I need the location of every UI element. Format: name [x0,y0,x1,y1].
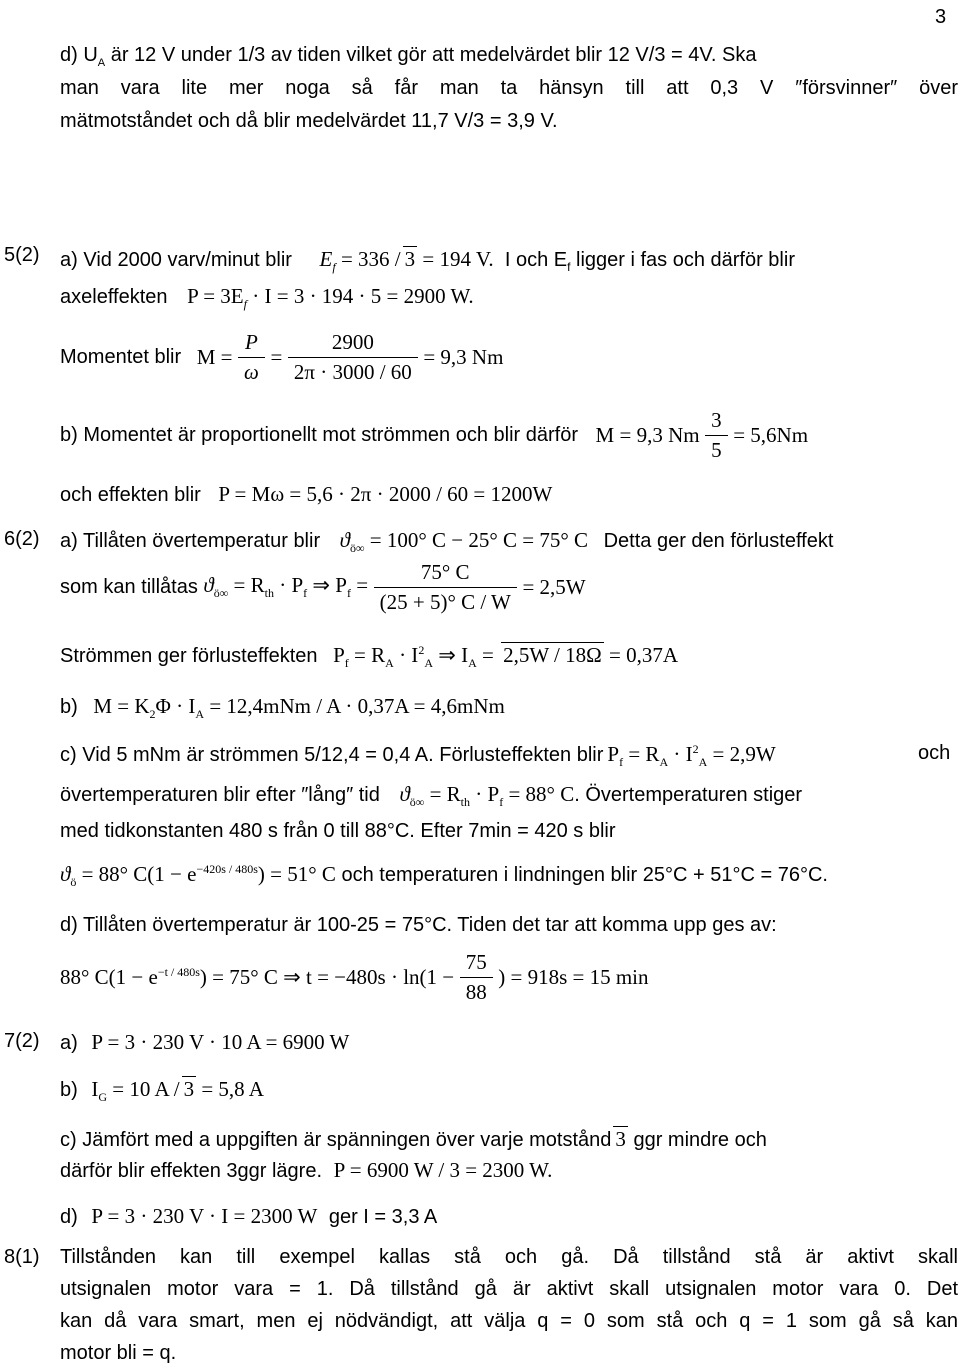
page-number: 3 [935,6,947,28]
q5-b2-math: P = Mω = 5,6 · 2π · 2000 / 60 = 1200W [218,482,553,506]
q5-axel-sub: f [243,297,247,312]
q6-c-ia: · I [668,742,693,766]
q6-d-line: d) Tillåten övertemperatur är 100-25 = 75°C. Tiden det tar att komma upp ges av: [60,914,777,936]
q6-b-line [60,694,505,722]
q5-a-line-2 [60,284,474,312]
q6-str-ia-sup: 2 [418,643,425,657]
q6-c-line-2 [60,782,802,810]
q7-d-text: ger I = 3,3 A [328,1206,438,1228]
q6-c4-result: ) = 51° C [257,862,336,886]
q6-c-text-3: . Övertemperaturen stiger [574,784,803,806]
q6-c-och: och [918,742,951,764]
q6-d-math-line [60,950,649,1005]
q7-c-sqrt: 3 [615,1127,626,1151]
q6-d-result: ) = 918s = 15 min [498,965,649,989]
q5-a-text: a) Vid 2000 varv/minut blir [60,249,292,271]
q6-d-frac [460,950,493,1005]
q6-str-ia2-sub: A [468,656,477,671]
q5-a-text-3: ligger i fas och därför blir [570,249,795,271]
q6-a-text: a) Tillåten övertemperatur blir [60,530,321,552]
q6-c-line-3: med tidkonstanten 480 s från 0 till 88°C. Efter 7min = 420 s blir [60,820,616,842]
q8-line-4: motor bli = q. [60,1342,177,1364]
q6-c4-math: = 88° C(1 − e [76,862,197,886]
q6-c-pf2: · P [470,782,500,806]
q5-moment-den-1: ω [244,360,259,384]
q6-c-pf2-sub: f [499,795,504,810]
q7-b-math: = 10 A / [107,1077,180,1101]
q6-c-line-4 [60,862,828,890]
q6-c-rth-sub: th [460,795,471,810]
q7-a-math: P = 3 · 230 V · 10 A = 6900 W [91,1030,350,1054]
q6-b-sub: 2 [149,707,156,722]
q6-number: 6(2) [4,528,40,550]
q5-a-line-1 [60,246,795,275]
q5-moment-text: Momentet blir [60,346,182,368]
q6-som-theta-sub: ö∞ [213,586,229,601]
q6-som-theta: ϑ [203,573,214,598]
q6-c-theta: ϑ [399,782,410,806]
q5-a-text-2: I och E [504,249,568,271]
q7-c-line-1 [60,1126,767,1152]
q5-ef-result: = 194 V. [417,247,494,271]
q7-b-i: I [91,1077,99,1101]
q5-axel-math: P = 3E [187,284,244,308]
q6-theta-sub: ö∞ [349,541,365,556]
q6-str-ra: = R [348,643,386,667]
d-label: d) U [60,44,98,66]
q6-d-math-2: ) = 75° C ⇒ t = −480s · ln(1 − [199,965,455,989]
q6-str-ia-sub: A [424,656,433,671]
q6-som-pf-sub: f [303,586,308,601]
q6-d-math: 88° C(1 − e [60,965,158,989]
q5-b-math: M = 9,3 Nm [595,423,700,447]
q5-moment-den-2: 2π · 3000 / 60 [293,360,412,384]
d-text: är 12 V under 1/3 av tiden vilket gör att medelvärdet blir 12 V/3 = 4V. Ska [105,44,757,66]
q5-moment-eq: = [270,345,283,369]
q5-number: 5(2) [4,244,40,266]
q5-b-line [60,408,808,463]
q6-c-ra-sub: A [659,755,669,770]
q6-som-rth: = R [228,573,265,598]
q6-b-math: M = K [93,694,150,718]
q6-c4-theta-sub: ö [70,875,77,890]
q5-b-frac [705,408,728,463]
q6-som-pf: · P [273,573,304,598]
q8-line-1: Tillstånden kan till exempel kallas stå och gå. Då tillstånd stå är aktivt skall [60,1246,958,1268]
q7-a-line [60,1030,349,1055]
d-line-2: man vara lite mer noga så får man ta hänsyn till att 0,3 V ″försvinner″ över [60,77,958,99]
q6-c-pf: P [607,742,620,766]
q6-str-text: Strömmen ger förlusteffekten [60,645,318,667]
q6-c-ra: = R [623,742,660,766]
q6-c-theta-sub: ö∞ [409,795,425,810]
q8-line-2: utsignalen motor vara = 1. Då tillstånd gå är aktivt skall utsignalen motor vara 0. Det [60,1278,958,1300]
q6-a-line [60,528,833,556]
q6-b-sub-2: A [195,707,205,722]
q5-moment-m: M = [196,345,233,369]
q5-b-den: 5 [711,438,722,462]
q5-b-text: b) Momentet är proportionellt mot strömmen och blir därför [60,424,578,446]
q6-d-den: 88 [465,980,487,1004]
q7-number: 7(2) [4,1030,40,1052]
q7-a-label: a) [60,1032,78,1054]
q5-moment-frac-2 [288,330,418,385]
q6-str-pf: P [333,643,345,667]
q5-b2-text: och effekten blir [60,484,201,506]
q6-str-implies: ⇒ I [432,643,469,667]
q6-b-math-2: Φ · I [155,694,196,718]
q6-som-num: 75° C [374,560,517,588]
q6-str-result: = 0,37A [603,643,678,667]
q5-a-text-2-sub: f [567,260,571,274]
q6-c-rth: = R [424,782,461,806]
q6-som-text: som kan tillåtas [60,576,198,598]
q6-str-line [60,642,678,671]
q6-str-sqrt: 2,5W / 18Ω [503,643,602,667]
q7-b-sqrt: 3 [183,1077,195,1101]
q7-d-math: P = 3 · 230 V · I = 2300 W [91,1204,318,1228]
q5-ef-sub: f [332,260,336,275]
q5-axel-text: axeleffekten [60,286,168,308]
q6-a-math: = 100° C − 25° C = 75° C [364,528,589,552]
q7-b-line [60,1076,264,1105]
q5-axel-math-b: · I = 3 · 194 · 5 = 2900 W. [246,284,474,308]
q6-a-text-2: Detta ger den förlusteffekt [603,530,834,552]
q5-b-line-2 [60,482,552,507]
d-line-1 [60,44,958,69]
q6-c-pf-sub: f [619,755,624,770]
q5-moment-result: = 9,3 Nm [423,345,504,369]
q6-c-text-1: c) Vid 5 mNm är strömmen 5/12,4 = 0,4 A. Förlusteffekten blir [60,744,604,766]
q8-number: 8(1) [4,1246,40,1268]
q5-moment-line [60,330,503,385]
d-subscript: A [97,57,106,69]
q7-c-text-1: c) Jämfört med a uppgiften är spänningen över varje motstånd [60,1129,612,1151]
q6-b-label: b) [60,696,78,718]
q7-d-label: d) [60,1206,78,1228]
d-line-3: mätmotståndet och då blir medelvärdet 11,7 V/3 = 3,9 V. [60,110,558,132]
q6-som-frac [374,560,517,615]
q8-line-3: kan då vara smart, men ej nödvändigt, att välja q = 0 som stå och q = 1 som gå så kan [60,1310,958,1332]
q6-b-math-3: = 12,4mNm / A · 0,37A = 4,6mNm [204,694,505,718]
q6-str-pf-sub: f [344,656,349,671]
q6-som-implies: ⇒ P [307,573,347,598]
q5-moment-num-1: P [238,330,265,358]
q7-c-math: P = 6900 W / 3 = 2300 W. [333,1158,553,1182]
q6-str-eq: = [476,643,494,667]
q6-c4-theta: ϑ [60,862,71,886]
q6-c-line-1 [60,742,776,770]
q6-som-rth-sub: th [264,586,274,601]
q6-som-pf2-sub: f [346,586,351,601]
q6-d-exp: −t / 480s [157,965,200,979]
q5-moment-num-2: 2900 [288,330,418,358]
q5-sqrt: 3 [404,247,416,271]
q6-d-num: 75 [460,950,493,978]
q5-ef-symbol: E [319,247,333,271]
q6-c-temp: = 88° C [503,782,575,806]
q6-som-den: (25 + 5)° C / W [379,590,511,614]
q6-som-line [60,560,586,615]
q7-c-text-3: därför blir effekten 3ggr lägre. [60,1160,323,1182]
q7-c-line-2 [60,1158,552,1183]
q6-c-ia-sub: A [698,755,708,770]
q6-c4-text: och temperaturen i lindningen blir 25°C + 51°C = 76°C. [335,864,828,886]
q7-b-label: b) [60,1079,78,1101]
q7-c-text-2: ggr mindre och [627,1129,767,1151]
q7-b-sub: G [98,1090,108,1105]
q6-som-eq: = [350,573,369,598]
q5-moment-frac-1 [238,330,265,385]
q7-d-line [60,1204,437,1229]
q6-str-ra-sub: A [385,656,394,671]
q5-b-result: = 5,6Nm [733,423,809,447]
q6-som-result: = 2,5W [522,575,586,599]
q5-ef-value: = 336 / [335,247,401,271]
q6-c-text-2: övertemperaturen blir efter ″lång″ tid [60,784,380,806]
q6-str-ia: · I [393,643,419,667]
q6-theta: ϑ [339,528,350,552]
q6-c-ia-sup: 2 [692,742,699,756]
q7-b-result: = 5,8 A [196,1077,264,1101]
q6-c-result: = 2,9W [707,742,776,766]
q5-b-num: 3 [705,408,728,436]
q6-c4-exp: −420s / 480s [196,862,258,876]
